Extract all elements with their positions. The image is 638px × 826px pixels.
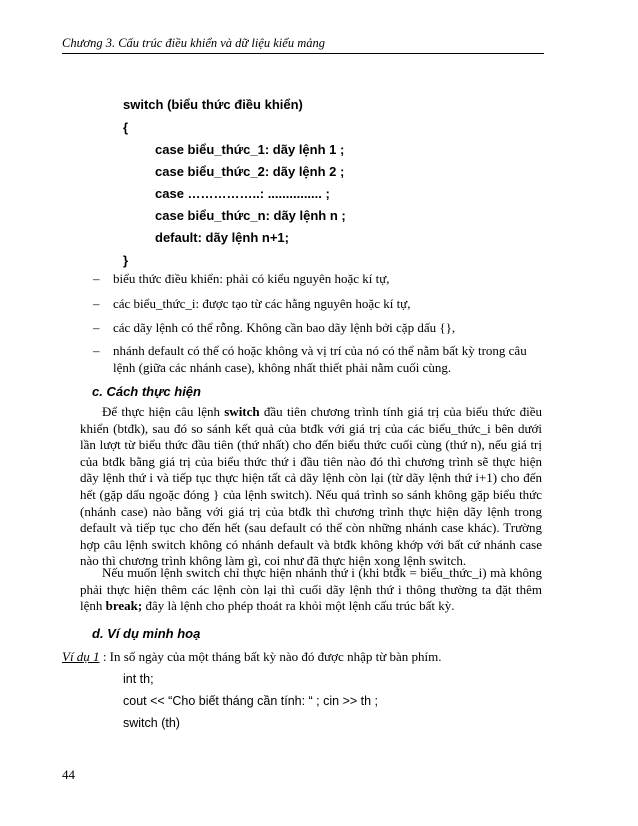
code-line: cout << “Cho biết tháng cần tính: “ ; cin >> th ; [123, 694, 379, 708]
example-text: : In số ngày của một tháng bất kỳ nào đó được nhập từ bàn phím. [99, 649, 442, 664]
bullet-dash: – [93, 343, 100, 358]
section-heading-c: c. Cách thực hiện [92, 384, 201, 399]
example-label: Ví dụ 1 [62, 649, 100, 664]
para2-text-a: Nếu muốn lệnh switch chỉ thực hiện nhánh thứ i (khi btđk = biểu_thức_i) mà không phải thực hiện thêm các lệnh còn lại thì cuối dãy lệnh thứ i thông thường ta đặt thêm lệnh [80, 565, 542, 614]
syntax-default: default: dãy lệnh n+1; [155, 230, 289, 245]
syntax-open-brace: { [123, 120, 129, 135]
header-rule [62, 53, 544, 54]
syntax-case-n: case biểu_thức_n: dãy lệnh n ; [155, 208, 346, 223]
para1-keyword: switch [224, 404, 260, 419]
bullet-item: các dãy lệnh có thể rỗng. Không cần bao dãy lệnh bởi cặp dấu {}, [113, 320, 456, 335]
bullet-item: biểu thức điều khiển: phải có kiểu nguyên hoặc kí tự, [113, 271, 390, 286]
example-line [62, 649, 542, 666]
syntax-case-ellipsis: case ……………..: ............... ; [155, 186, 330, 201]
code-line: int th; [123, 672, 154, 686]
paragraph-execution [80, 404, 542, 570]
bullet-item: các biểu_thức_i: được tạo từ các hằng nguyên hoặc kí tự, [113, 296, 411, 311]
running-header: Chương 3. Cấu trúc điều khiển và dữ liệu kiểu mảng [62, 36, 325, 50]
code-line: switch (th) [123, 716, 180, 730]
section-heading-d: d. Ví dụ minh hoạ [92, 626, 201, 641]
bullet-dash: – [93, 271, 100, 286]
syntax-switch-line: switch (biểu thức điều khiển) [123, 97, 303, 112]
para2-keyword: break; [105, 598, 143, 614]
para1-text-b: đầu tiên chương trình tính giá trị của biểu thức điều khiển (btđk), sau đó so sánh kết quả của btđk với giá trị của các biểu_thức_i bên dưới lần lượt từ biểu thức đầu tiên (thứ nhất) cho đến biểu thức cuối cùng (thứ n), nếu giá trị của btđk bằng giá trị của biểu thức thứ i đầu tiên nào đó thì chương trình sẽ thực hiện dãy lệnh thứ i và tiếp tục thực hiện tất cả dãy lệnh còn lại (từ dãy lệnh thứ i+1) cho đến hết (gặp dấu ngoặc đóng } của lệnh switch). Nếu quá trình so sánh không gặp biểu thức (nhánh case) nào bằng với giá trị của btđk thì chương trình thực hiện dãy lệnh trong default và tiếp tục cho đến hết (sau default có thể còn những nhánh case khác). Trường hợp câu lệnh switch không có nhánh default và btđk không khớp với bất cứ nhánh case nào thì chương trình không làm gì, coi như đã thực hiện xong lệnh switch. [80, 404, 543, 569]
page-number: 44 [62, 767, 75, 782]
bullet-dash: – [93, 320, 100, 335]
syntax-case-2: case biểu_thức_2: dãy lệnh 2 ; [155, 164, 345, 179]
bullet-item: nhánh default có thể có hoặc không và vị trí của nó có thể nằm bất kỳ trong câu lệnh (giữa các nhánh case), không nhất thiết phải nằm cuối cùng. [113, 343, 527, 375]
syntax-case-1: case biểu_thức_1: dãy lệnh 1 ; [155, 142, 345, 157]
syntax-close-brace: } [123, 253, 129, 268]
paragraph-break [80, 565, 542, 615]
bullet-dash: – [93, 296, 100, 311]
para1-text-a: Để thực hiện câu lệnh [102, 404, 225, 419]
para2-text-b: đây là lệnh cho phép thoát ra khỏi một lệnh cấu trúc bất kỳ. [142, 598, 455, 614]
